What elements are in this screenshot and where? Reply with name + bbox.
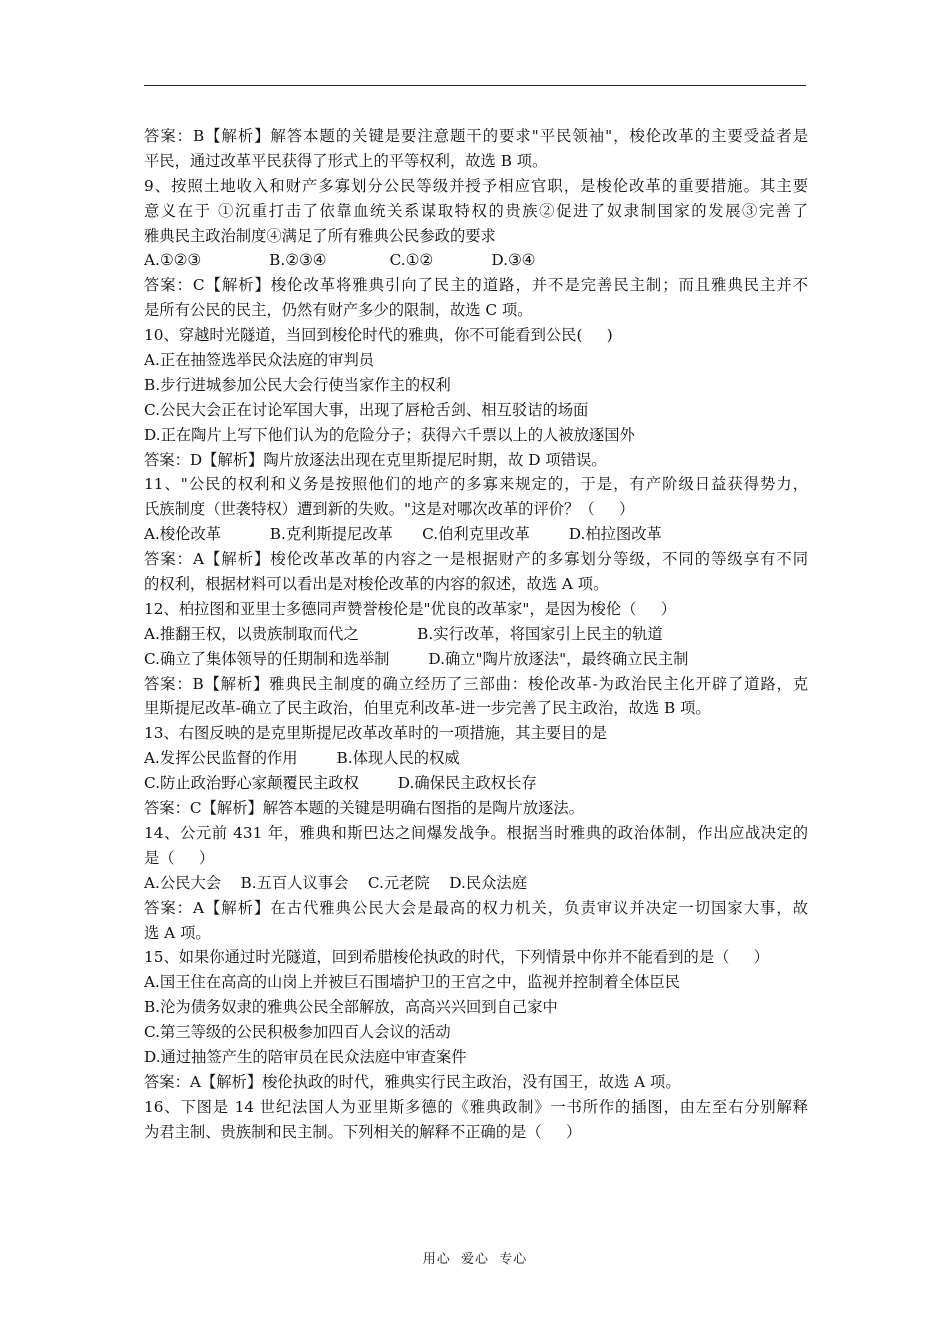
- question-line: 10、穿越时光隧道，当回到梭伦时代的雅典，你不可能看到公民( ): [144, 326, 613, 345]
- question-line: 11、"公民的权利和义务是按照他们的地产的多寡来规定的，于是，有产阶级日益获得势力，: [144, 475, 808, 494]
- question-line: 12、柏拉图和亚里士多德同声赞誉梭伦是"优良的改革家"，是因为梭伦（ ）: [144, 599, 677, 618]
- text-line: 为君主制、贵族制和民主制。下列相关的解释不正确的是（ ）: [144, 1122, 582, 1141]
- text-line: 是（ ）: [144, 848, 215, 867]
- page-footer: 用心 爱心 专心: [422, 1252, 528, 1267]
- option-line: A.国王住在高高的山岗上并被巨石围墙护卫的王宫之中，监视并控制着全体臣民: [144, 973, 681, 992]
- options-line: C.防止政治野心家颠覆民主政权 D.确保民主政权长存: [144, 774, 537, 793]
- text-line: 的权利，根据材料可以看出是对梭伦改革的内容的叙述，故选 A 项。: [144, 575, 609, 594]
- question-line: 14、公元前 431 年，雅典和斯巴达之间爆发战争。根据当时雅典的政治体制，作出应战决定的: [144, 823, 808, 842]
- header-rule: [144, 85, 806, 86]
- text-line: 平民，通过改革平民获得了形式上的平等权利，故选 B 项。: [144, 151, 548, 170]
- text-line: 答案：C【解析】梭伦改革将雅典引向了民主的道路，并不是完善民主制；而且雅典民主并不: [144, 276, 808, 295]
- answer-line: 答案：C【解析】解答本题的关键是明确右图指的是陶片放逐法。: [144, 799, 585, 818]
- answer-line: 答案：A【解析】梭伦执政的时代，雅典实行民主政治，没有国王，故选 A 项。: [144, 1072, 681, 1091]
- options-line: A.公民大会 B.五百人议事会 C.元老院 D.民众法庭: [144, 873, 528, 892]
- option-line: D.正在陶片上写下他们认为的危险分子；获得六千票以上的人被放逐国外: [144, 425, 635, 444]
- answer-line: 答案：B【解析】雅典民主制度的确立经历了三部曲：梭伦改革-为政治民主化开辟了道路，克: [144, 674, 808, 693]
- option-line: B.沦为债务奴隶的雅典公民全部解放，高高兴兴回到自己家中: [144, 998, 558, 1017]
- text-line: 9、按照土地收入和财产多寡划分公民等级并授予相应官职，是梭伦改革的重要措施。其主要: [144, 176, 808, 195]
- options-line: A.梭伦改革 B.克利斯提尼改革 C.伯利克里改革 D.柏拉图改革: [144, 525, 662, 544]
- question-line: 13、右图反映的是克里斯提尼改革改革时的一项措施，其主要目的是: [144, 724, 608, 743]
- option-line: C.公民大会正在讨论军国大事，出现了唇枪舌剑、相互驳诘的场面: [144, 400, 589, 419]
- options-line: A.发挥公民监督的作用 B.体现人民的权威: [144, 749, 460, 768]
- options-line: A.①②③ B.②③④ C.①② D.③④: [144, 251, 536, 270]
- options-line: C.确立了集体领导的任期制和选举制 D.确立"陶片放逐法"，最终确立民主制: [144, 649, 689, 668]
- answer-line: 答案：D【解析】陶片放逐法出现在克里斯提尼时期，故 D 项错误。: [144, 450, 607, 469]
- option-line: B.步行进城参加公民大会行使当家作主的权利: [144, 375, 451, 394]
- text-line: 答案：B【解析】解答本题的关键是要注意题干的要求"平民领袖"，梭伦改革的主要受益者是: [144, 127, 808, 145]
- options-line: A.推翻王权，以贵族制取而代之 B.实行改革，将国家引上民主的轨道: [144, 624, 663, 643]
- text-line: 氏族制度（世袭特权）遭到新的失败。"这是对哪次改革的评价？（ ）: [144, 500, 635, 519]
- text-line: 是所有公民的民主，仍然有财产多少的限制，故选 C 项。: [144, 301, 533, 320]
- option-line: C.第三等级的公民积极参加四百人会议的活动: [144, 1023, 451, 1042]
- document-body: [144, 124, 808, 1145]
- option-line: A.正在抽签选举民众法庭的审判员: [144, 351, 375, 370]
- text-line: 选 A 项。: [144, 923, 211, 942]
- question-line: 15、如果你通过时光隧道，回到希腊梭伦执政的时代，下列情景中你并不能看到的是（ ）: [144, 948, 770, 967]
- text-line: 意义在于 ①沉重打击了依靠血统关系谋取特权的贵族②促进了奴隶制国家的发展③完善了: [144, 201, 808, 220]
- answer-line: 答案：A【解析】梭伦改革改革的内容之一是根据财产的多寡划分等级，不同的等级享有不同: [144, 550, 808, 569]
- text-line: 雅典民主政治制度④满足了所有雅典公民参政的要求: [144, 226, 496, 245]
- question-line: 16、下图是 14 世纪法国人为亚里斯多德的《雅典政制》一书所作的插图，由左至右分别解释: [144, 1097, 808, 1116]
- option-line: D.通过抽签产生的陪审员在民众法庭中审查案件: [144, 1047, 467, 1066]
- text-line: 里斯提尼改革-确立了民主政治，伯里克利改革-进一步完善了民主政治，故选 B 项。: [144, 699, 711, 718]
- answer-line: 答案：A【解析】在古代雅典公民大会是最高的权力机关，负责审议并决定一切国家大事，故: [144, 898, 808, 917]
